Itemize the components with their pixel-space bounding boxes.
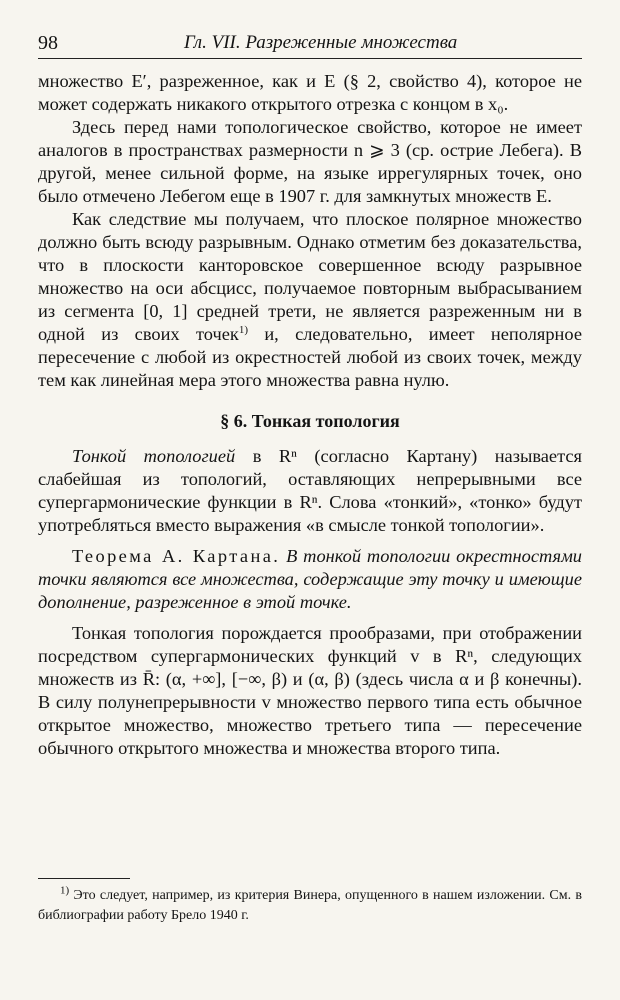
definition-paragraph <box>38 445 582 537</box>
footnote-divider <box>38 878 130 879</box>
paragraph-3-text-b: и, следовательно, имеет неполярное пересечение с любой из окрестностей любой из своих точек, между тем как линейная мера этого множества равна нулю. <box>38 324 582 390</box>
footnote-reference: 1) <box>238 323 248 336</box>
page-header <box>38 32 582 59</box>
defined-term: Тонкой топологией <box>72 446 236 466</box>
footnote-text: Это следует, например, из критерия Винера, опущенного в нашем изложении. См. в библиографии работу Брело 1940 г. <box>38 888 582 923</box>
page-number: 98 <box>38 32 58 54</box>
theorem-paragraph <box>38 545 582 614</box>
theorem-label: Теорема А. Картана. <box>72 546 281 566</box>
page-body <box>38 70 582 760</box>
paragraph-1: множество E′, разреженное, как и E (§ 2, свойство 4), которое не может содержать никакого открытого отрезка с концом в x₀. <box>38 71 582 114</box>
definition-text: в Rⁿ (согласно Картану) называется слабейшая из топологий, оставляющих непрерывными все супергармонические функции в Rⁿ. Слова «тонкий», «тонко» будут употребляться вместо выражения «в смысле тонкой топологии». <box>38 446 582 535</box>
paragraph-3-text-a: Как следствие мы получаем, что плоское полярное множество должно быть всюду разрывным. Однако отметим без доказательства, что в плоскости канторовское совершенное всюду разрывное множество на оси абсцисс, получаемое повторным выбрасыванием из сегмента [0, 1] средней трети, не является разреженным ни в одной из своих точек <box>38 209 582 344</box>
paragraph-2: Здесь перед нами топологическое свойство, которое не имеет аналогов в пространствах размерности n ⩾ 3 (ср. острие Лебега). В другой, менее сильной форме, на языке иррегулярных точек, оно было отмечено Лебегом еще в 1907 г. для замкнутых множеств E. <box>38 117 582 206</box>
footnote <box>38 886 582 926</box>
paragraph-5: Тонкая топология порождается прообразами, при отображении посредством супергармонических функций v в Rⁿ, следующих множеств из R̄: (α, +∞], [−∞, β) и (α, β) (здесь числа α и β конечны). В силу полунепрерывности v множество первого типа есть обычное открытое множество, множество третьего типа — пересечение обычного открытого множества и множества второго типа. <box>38 623 582 758</box>
paragraph-3 <box>38 208 582 392</box>
footnote-mark: 1) <box>60 884 70 897</box>
section-title: § 6. Тонкая топология <box>220 411 400 431</box>
running-head: Гл. VII. Разреженные множества <box>184 32 458 53</box>
theorem-statement: В тонкой топологии окрестностями точки являются все множества, содержащие эту точку и имеющие дополнение, разреженное в этой точке. <box>38 546 582 612</box>
